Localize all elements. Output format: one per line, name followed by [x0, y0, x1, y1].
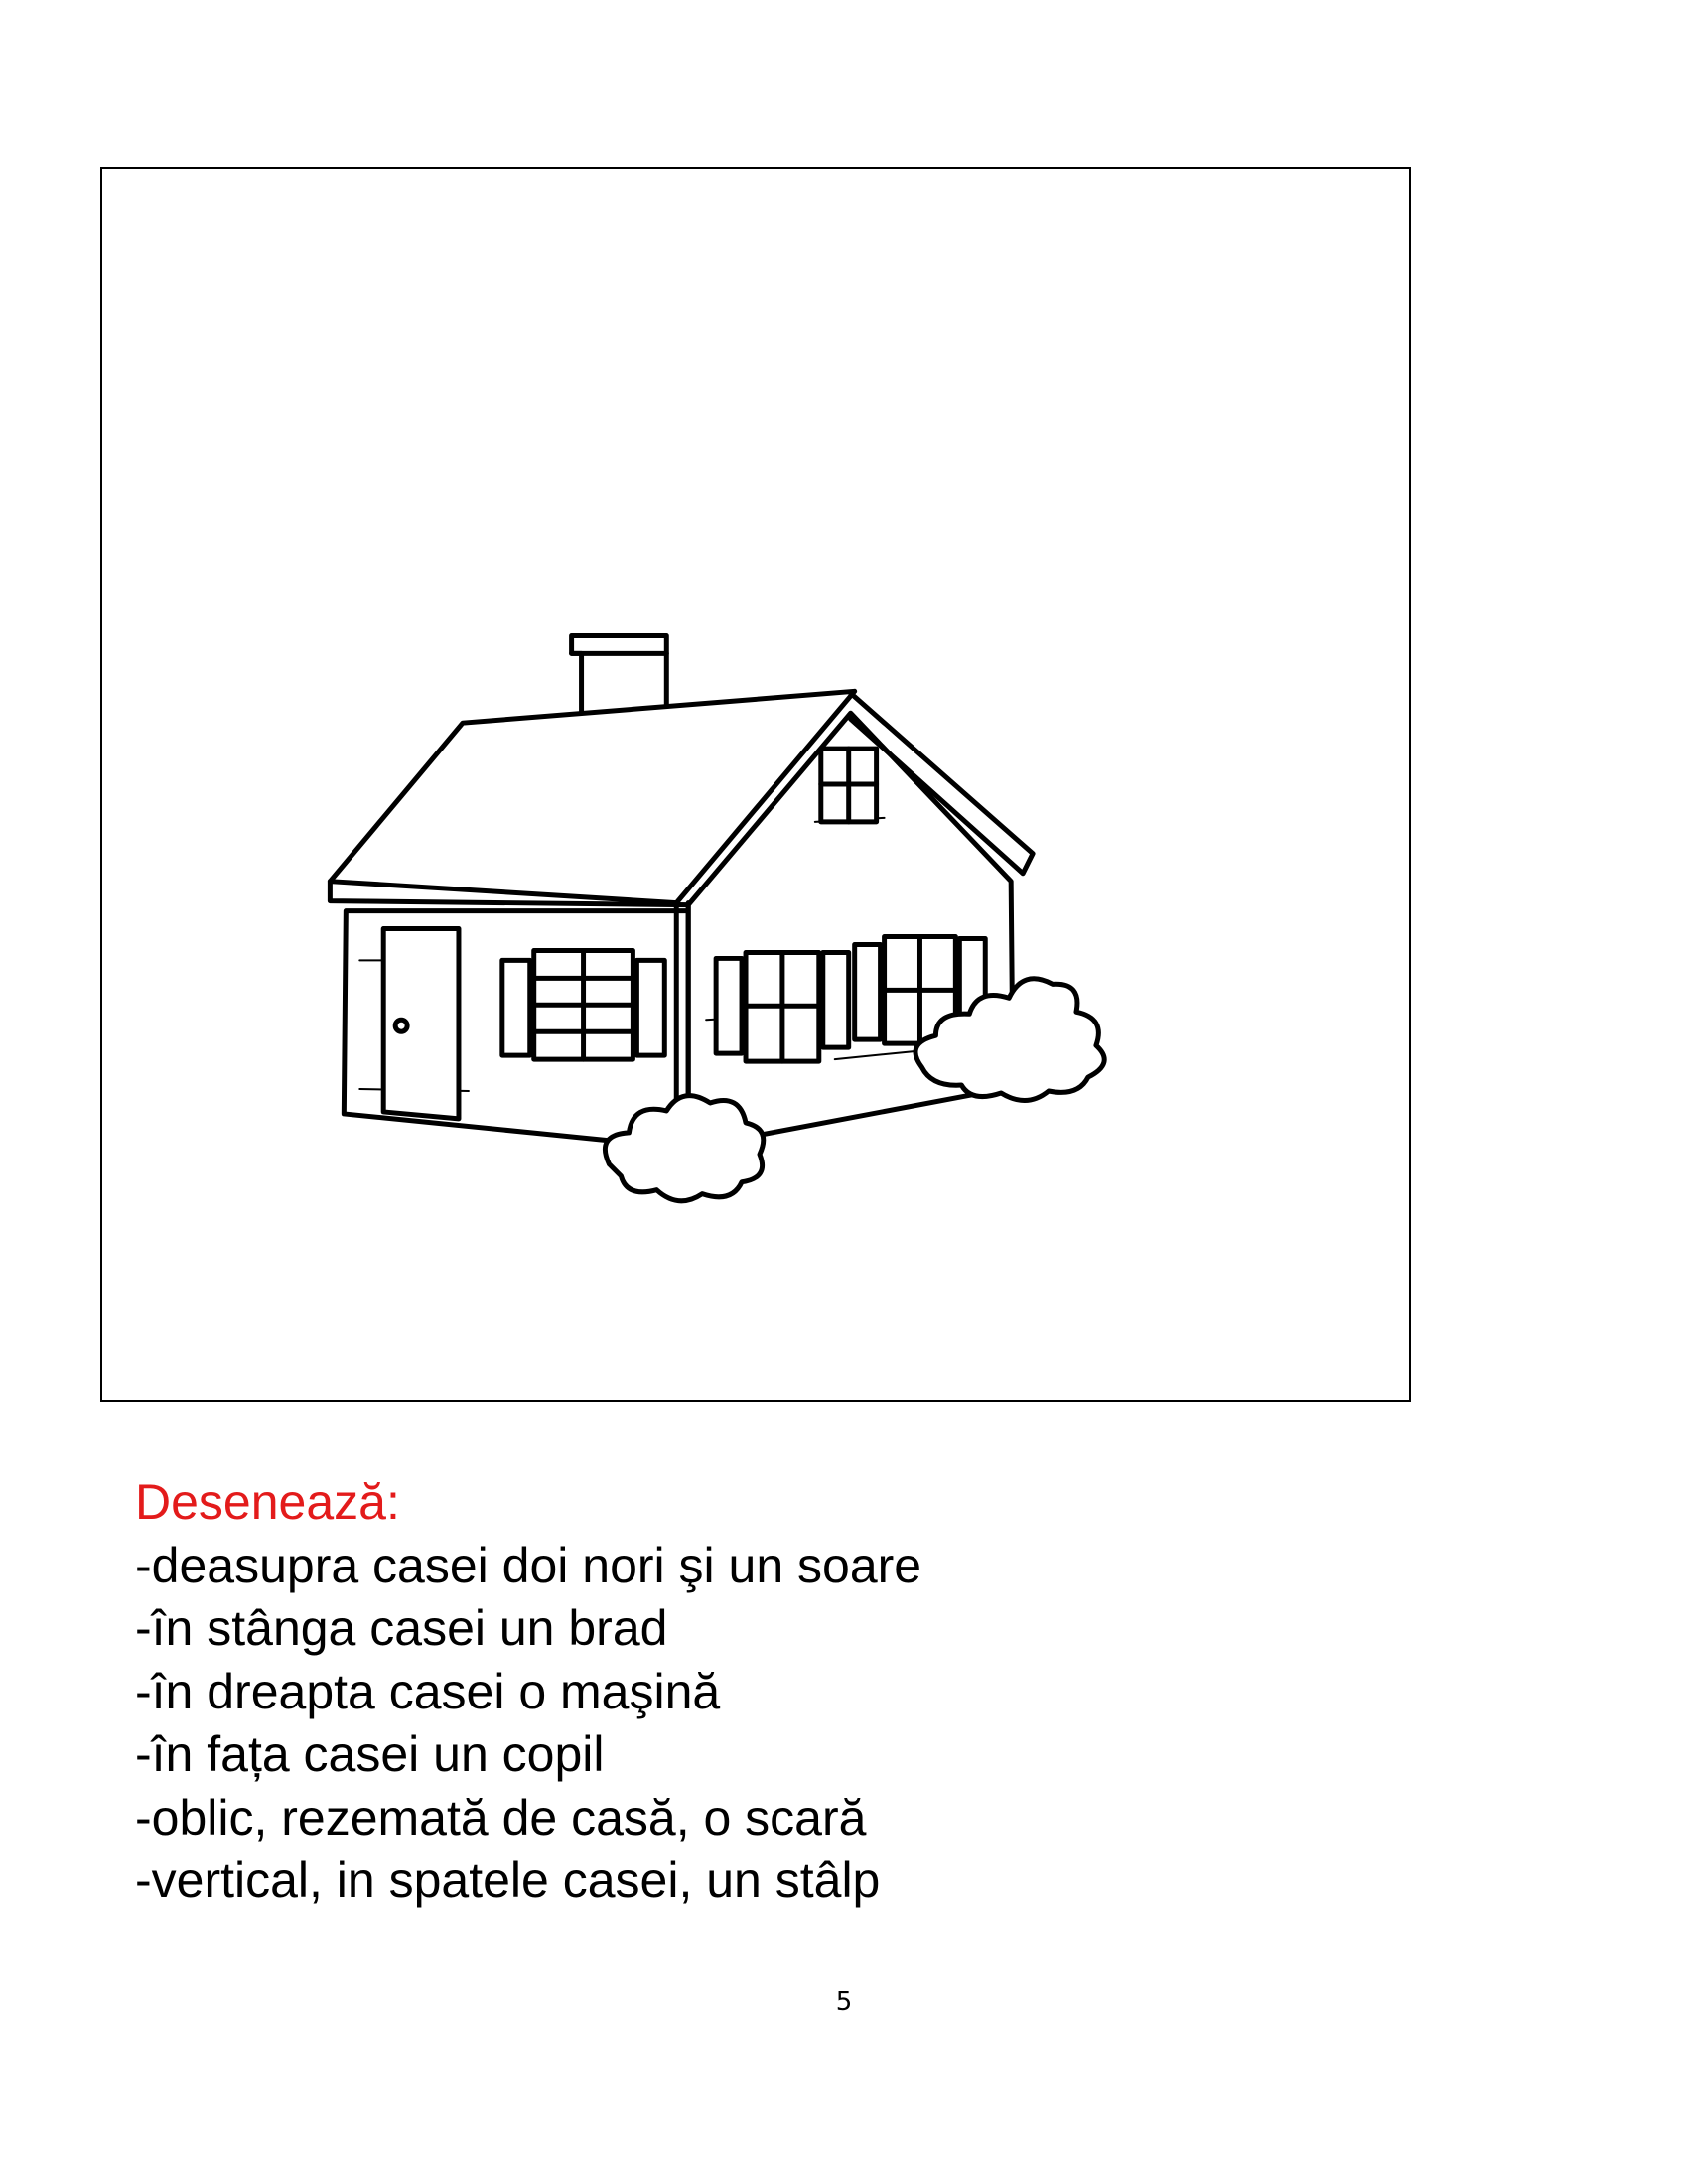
- instruction-item: -vertical, in spatele casei, un stâlp: [135, 1852, 881, 1908]
- instruction-item: -oblic, rezemată de casă, o scară: [135, 1789, 867, 1845]
- page-number: 5: [835, 1987, 853, 2017]
- drawing-frame: [100, 167, 1411, 1402]
- instruction-item: -în stânga casei un brad: [135, 1600, 668, 1656]
- instruction-item: -deasupra casei doi nori şi un soare: [135, 1537, 922, 1593]
- instructions: [135, 1471, 1426, 1913]
- instruction-item: -în dreapta casei o maşină: [135, 1663, 721, 1719]
- house-icon: [102, 169, 1409, 1400]
- instruction-item: -în fața casei un copil: [135, 1726, 605, 1782]
- instructions-title: Desenează:: [135, 1474, 400, 1530]
